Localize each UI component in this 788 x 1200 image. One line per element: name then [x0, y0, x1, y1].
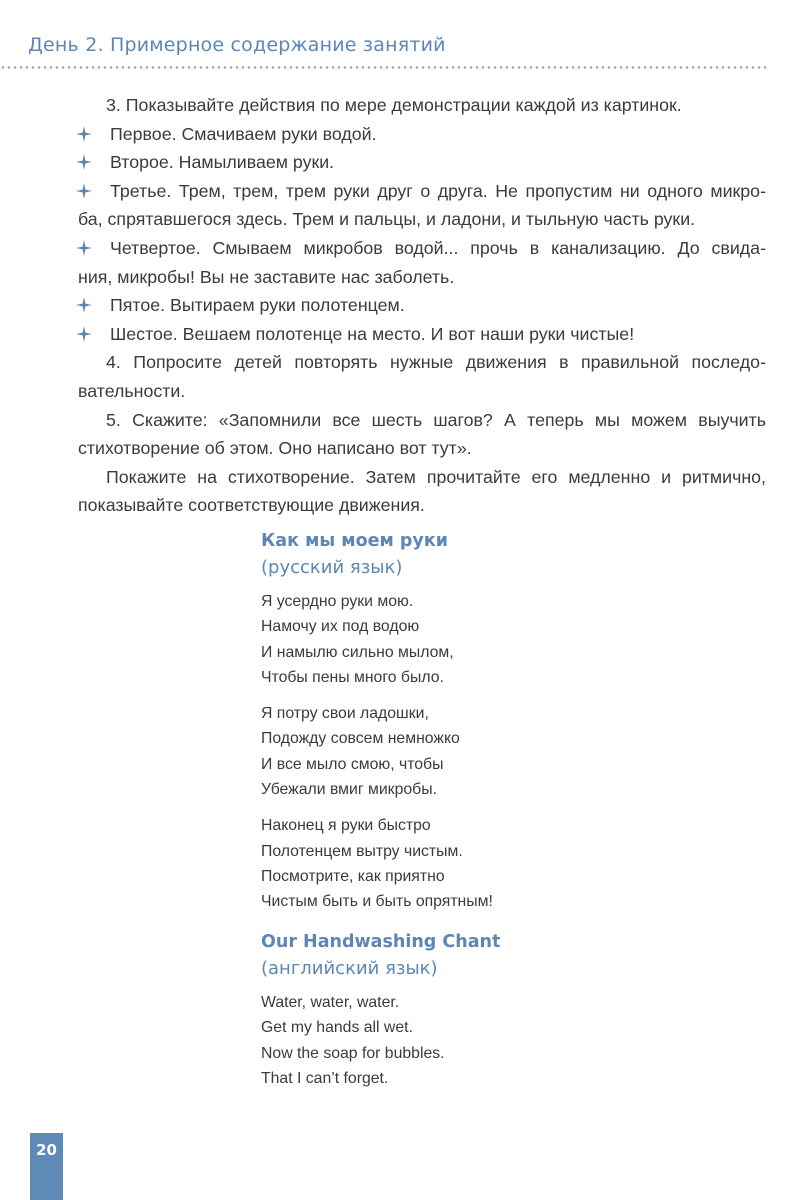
star-bullet-icon [76, 326, 92, 342]
poem-language: (английский язык) [261, 958, 438, 979]
bullet-text-line1: Четвертое. Смываем микробов водой... прочь в канализацию. До свида- [110, 237, 766, 258]
bullet-item-2 [78, 148, 766, 177]
bullet-item-3 [78, 177, 766, 234]
header-dotted-divider [0, 66, 768, 69]
star-bullet-icon [76, 183, 92, 199]
poem-line: Я усердно руки мою. [261, 593, 414, 610]
step-5-line1: 5. Скажите: «Запомнили все шесть шагов? А теперь мы можем выучить [106, 409, 766, 430]
poem-line: Полотенцем вытру чистым. [261, 842, 463, 860]
poem-line: Чистым быть и быть опрятным! [261, 893, 493, 911]
poem-line: Посмотрите, как приятно [261, 867, 445, 885]
poem-line: Чтобы пены много было. [261, 668, 444, 686]
bullet-text-line1: Третье. Трем, трем, трем руки друг о друга. Не пропустим ни одного микро- [110, 180, 766, 201]
poem-line: Наконец я руки быстро [261, 817, 431, 835]
poem-stanza [261, 990, 681, 1091]
poem-line: Убежали вмиг микробы. [261, 781, 437, 799]
step-4-line2: вательности. [78, 380, 186, 401]
poem-stanza [261, 813, 681, 914]
poem-line: Подожду совсем немножко [261, 730, 460, 748]
poem-line: That I can’t forget. [261, 1069, 389, 1087]
poem-stanza [261, 589, 681, 690]
step-5-line2: стихотворение об этом. Оно написано вот тут». [78, 438, 472, 459]
poem-line: Now the soap for bubbles. [261, 1044, 445, 1062]
show-poem-text [78, 463, 766, 520]
page-number-tab [30, 1133, 63, 1200]
star-bullet-icon [76, 240, 92, 256]
star-bullet-icon [76, 297, 92, 313]
page-header-title: День 2. Примерное содержание занятий [28, 34, 446, 56]
poem-english [261, 929, 681, 1091]
main-text [78, 91, 766, 520]
bullet-text: Шестое. Вешаем полотенце на место. И вот наши руки чистые! [110, 323, 635, 344]
bullet-item-1 [78, 120, 766, 149]
bullet-text-line2: ба, спрятавшегося здесь. Трем и пальцы, и ладони, и тыльную часть руки. [78, 209, 696, 230]
bullet-text: Первое. Смачиваем руки водой. [110, 123, 377, 144]
poem-line: Намочу их под водою [261, 618, 420, 636]
page-number: 20 [36, 1141, 57, 1159]
step-5-text [78, 406, 766, 463]
step-4-text [78, 348, 766, 405]
show-poem-line1: Покажите на стихотворение. Затем прочитайте его медленно и ритмично, [106, 466, 766, 487]
poem-stanza [261, 701, 681, 802]
poem-title: Как мы моем руки [261, 531, 448, 551]
poem-title: Our Handwashing Chant [261, 932, 501, 952]
step-3-text: 3. Показывайте действия по мере демонстрации каждой из картинок. [106, 95, 682, 115]
poem-language: (русский язык) [261, 557, 403, 578]
star-bullet-icon [76, 126, 92, 142]
bullet-item-4 [78, 234, 766, 291]
star-bullet-icon [76, 154, 92, 170]
bullet-item-6 [78, 320, 766, 349]
poem-line: Water, water, water. [261, 994, 400, 1011]
bullet-item-5 [78, 291, 766, 320]
bullet-text: Второе. Намыливаем руки. [110, 152, 335, 173]
bullet-text-line2: ния, микробы! Вы не заставите нас заболеть. [78, 266, 455, 287]
show-poem-line2: показывайте соответствующие движения. [78, 495, 425, 516]
poem-line: Я потру свои ладошки, [261, 705, 429, 723]
poem-line: И все мыло смою, чтобы [261, 755, 444, 773]
poem-line: И намылю сильно мылом, [261, 643, 454, 661]
poem-line: Get my hands all wet. [261, 1019, 413, 1037]
poem-russian [261, 528, 681, 915]
bullet-text: Пятое. Вытираем руки полотенцем. [110, 295, 405, 316]
step-4-line1: 4. Попросите детей повторять нужные движения в правильной последо- [106, 352, 766, 373]
